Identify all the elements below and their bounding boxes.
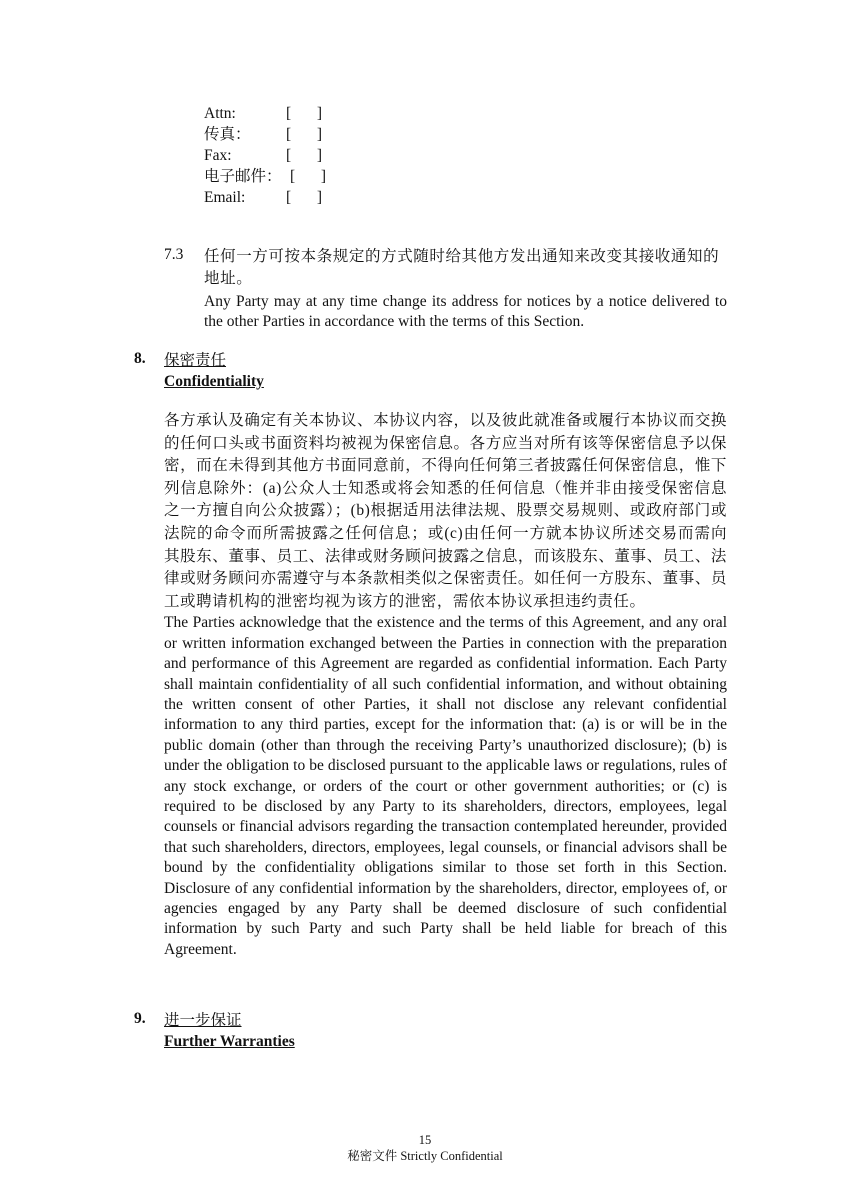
fax-placeholder: [ ] xyxy=(286,147,322,164)
section-title-zh: 进一步保证 xyxy=(164,1012,242,1029)
section-title-en: Confidentiality xyxy=(164,373,264,390)
section-title-en: Further Warranties xyxy=(164,1033,295,1050)
fax-row xyxy=(204,145,326,166)
email-row xyxy=(204,187,326,208)
clause-text-en: Any Party may at any time change its address for notices by a notice delivered to the other Parties in accordance with the terms of this Section. xyxy=(204,293,727,330)
section-title-zh: 保密责任 xyxy=(164,352,227,369)
section-8-heading xyxy=(134,350,727,392)
email-zh-row xyxy=(204,166,326,187)
page-footer xyxy=(0,1132,850,1164)
section-9-heading xyxy=(134,1010,727,1052)
attn-label: Attn: xyxy=(204,105,236,122)
clause-7-3 xyxy=(164,246,727,332)
clause-number: 7.3 xyxy=(164,246,184,263)
section-number: 9. xyxy=(134,1010,146,1027)
confidentiality-text-en: The Parties acknowledge that the existence and the terms of this Agreement, and any oral or written information exchanged between the Parties in connection with the preparation and performance of this Agreement are regarded as confidential information. Each Party shall maintain confidentiality of all such confidential information, and without obtaining the written consent of other Parties, it shall not disclose any relevant confidential information to any third parties, except for the information that: (a) is or will be in the public domain (other than through the receiving Party’s unauthorized disclosure); (b) is under the obligation to be disclosed pursuant to the applicable laws or regulations, rules of any stock exchange, or orders of the court or other government authorities; or (c) is required to be disclosed by any Party to its shareholders, directors, employees, legal counsels or financial advisors regarding the transaction contemplated hereunder, provided that such shareholders, directors, employees, legal counsels, or financial advisors shall be bound by the confidentiality obligations similar to those set forth in this Section. Disclosure of any confidential information by the shareholders, director, employees of, or agencies engaged by any Party shall be deemed disclosure of such confidential information by such Party and such Party shall be held liable for breach of this Agreement. xyxy=(164,614,727,958)
confidentiality-text-zh: 各方承认及确定有关本协议、本协议内容，以及彼此就准备或履行本协议而交换的任何口头或书面资料均被视为保密信息。各方应当对所有该等保密信息予以保密，而在未得到其他方书面同意前，不得向任何第三者披露任何保密信息，惟下列信息除外：(a)公众人士知悉或将会知悉的任何信息（惟并非由接受保密信息之一方擅自向公众披露）；(b)根据适用法律法规、股票交易规则、或政府部门或法院的命令而所需披露之任何信息；或(c)由任何一方就本协议所述交易而需向其股东、董事、员工、法律或财务顾问披露之信息，而该股东、董事、员工、法律或财务顾问亦需遵守与本条款相类似之保密责任。如任何一方股东、董事、员工或聘请机构的泄密均视为该方的泄密，需依本协议承担违约责任。 xyxy=(164,412,727,610)
fax-zh-label: 传真： xyxy=(204,126,251,143)
email-zh-placeholder: [ ] xyxy=(290,168,326,185)
section-8-body xyxy=(164,410,727,960)
email-placeholder: [ ] xyxy=(286,189,322,206)
clause-text-zh: 任何一方可按本条规定的方式随时给其他方发出通知来改变其接收通知的地址。 xyxy=(204,248,720,287)
attn-row xyxy=(204,103,326,124)
confidential-notice: 秘密文件 Strictly Confidential xyxy=(347,1149,503,1163)
fax-zh-placeholder: [ ] xyxy=(286,126,322,143)
email-label: Email: xyxy=(204,189,246,206)
contact-block xyxy=(204,103,326,208)
email-zh-label: 电子邮件： xyxy=(204,168,282,185)
fax-zh-row xyxy=(204,124,326,145)
fax-label: Fax: xyxy=(204,147,232,164)
attn-placeholder: [ ] xyxy=(286,105,322,122)
section-number: 8. xyxy=(134,350,146,367)
page-number: 15 xyxy=(418,1133,432,1147)
